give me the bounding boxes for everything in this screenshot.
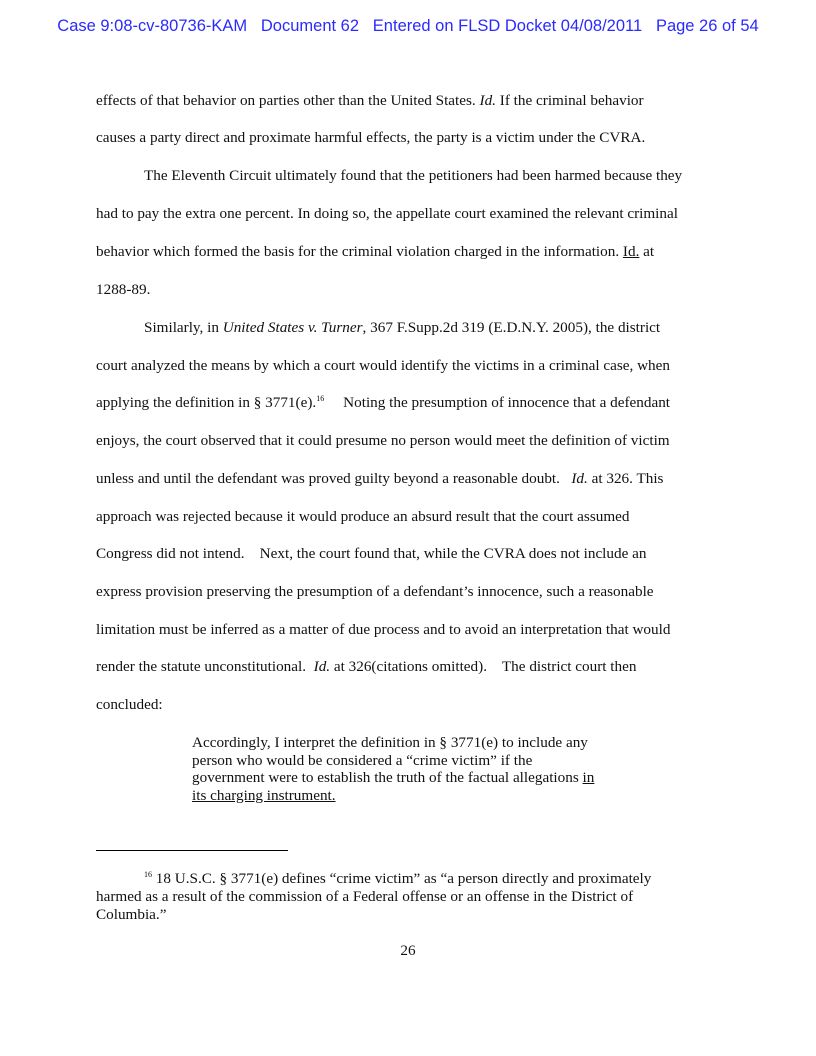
- body-line: Congress did not intend. Next, the court found that, while the CVRA does not include an: [96, 545, 647, 562]
- entered-date: Entered on FLSD Docket 04/08/2011: [372, 17, 643, 35]
- body-line: limitation must be inferred as a matter of due process and to avoid an interpretation that would: [96, 621, 671, 638]
- body-line: 1288-89.: [96, 281, 151, 298]
- underlined-text: in: [582, 769, 595, 787]
- citation-id: Id.: [313, 658, 331, 675]
- text: effects of that behavior on parties other than the United States.: [96, 92, 480, 109]
- block-quote: [192, 734, 632, 804]
- case-name: United States v. Turner: [222, 319, 363, 336]
- body-line: The Eleventh Circuit ultimately found that the petitioners had been harmed because they: [144, 167, 683, 184]
- text: 18 U.S.C. § 3771(e) defines “crime victim” as “a person directly and proximately: [152, 870, 652, 887]
- text: , 367 F.Supp.2d 319 (E.D.N.Y. 2005), the district: [362, 319, 661, 336]
- text: applying the definition in § 3771(e).: [96, 394, 317, 411]
- quote-line: [192, 769, 632, 787]
- body-line: [96, 243, 654, 261]
- text: Noting the presumption of innocence that a defendant: [324, 394, 671, 411]
- body-line: [96, 658, 636, 676]
- text: Similarly, in: [144, 319, 223, 336]
- footnote-number: 16: [144, 870, 152, 879]
- footnote-line: Columbia.”: [96, 905, 167, 923]
- text: render the statute unconstitutional.: [96, 658, 314, 675]
- page-of: Page 26 of 54: [655, 17, 759, 35]
- text: behavior which formed the basis for the criminal violation charged in the information.: [96, 243, 623, 260]
- body-line: had to pay the extra one percent. In doing so, the appellate court examined the relevant criminal: [96, 205, 678, 222]
- footnote: [96, 870, 716, 923]
- footnote-line: harmed as a result of the commission of a Federal offense or an offense in the District of: [96, 887, 634, 905]
- quote-line: Accordingly, I interpret the definition in § 3771(e) to include any: [192, 734, 588, 751]
- page-number: 26: [400, 942, 416, 959]
- footnote-line: [96, 870, 716, 888]
- quote-line: its charging instrument.: [192, 786, 336, 804]
- body-line: [144, 319, 660, 337]
- citation-id: Id.: [479, 92, 496, 109]
- docket-header: [0, 17, 816, 36]
- body-line: causes a party direct and proximate harmful effects, the party is a victim under the CVRA.: [96, 129, 646, 146]
- footnote-divider: [96, 850, 288, 851]
- body-line: [96, 470, 663, 488]
- body-line: express provision preserving the presumption of a defendant’s innocence, such a reasonable: [96, 583, 654, 600]
- text: If the criminal behavior: [495, 92, 644, 109]
- body-line: approach was rejected because it would produce an absurd result that the court assumed: [96, 508, 630, 525]
- case-number: Case 9:08-cv-80736-KAM: [57, 17, 248, 35]
- citation-id: Id.: [622, 243, 640, 260]
- body-line: [96, 92, 644, 110]
- citation-id: Id.: [571, 470, 588, 487]
- text: government were to establish the truth of the factual allegations: [192, 769, 583, 787]
- quote-line: person who would be considered a “crime victim” if the: [192, 751, 533, 769]
- body-line: concluded:: [96, 696, 163, 713]
- body-line: [96, 394, 670, 412]
- body-line: enjoys, the court observed that it could presume no person would meet the definition of victim: [96, 432, 670, 449]
- text: at: [639, 243, 655, 260]
- text: at 326. This: [587, 470, 664, 487]
- text: at 326(citations omitted). The district court then: [330, 658, 637, 675]
- footnote-ref: 16: [316, 394, 325, 403]
- body-line: court analyzed the means by which a court would identify the victims in a criminal case, when: [96, 357, 670, 374]
- text: unless and until the defendant was proved guilty beyond a reasonable doubt.: [96, 470, 572, 487]
- document-number: Document 62: [260, 17, 360, 35]
